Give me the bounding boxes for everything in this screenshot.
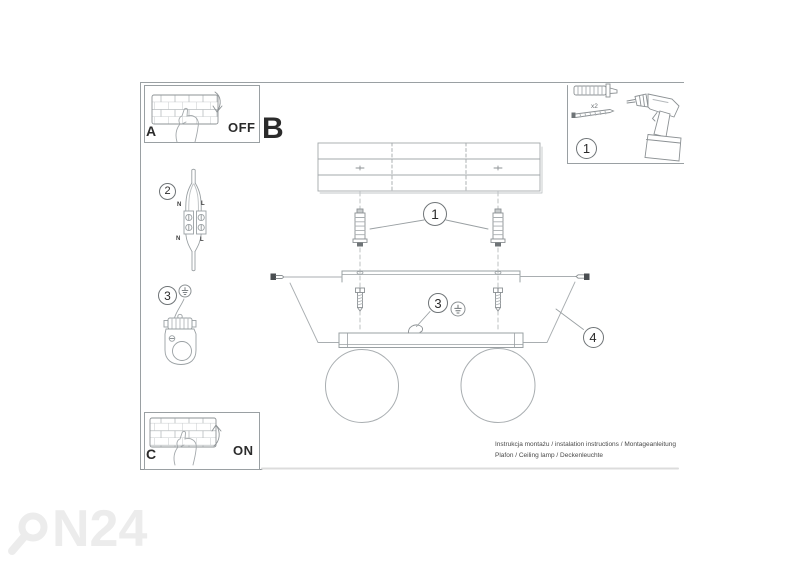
callout-1-badge: 1 [423,202,447,226]
parts-step-1-badge: 1 [576,138,597,159]
bracket-screw-left [356,288,365,311]
section-c-label: C [146,446,157,462]
watermark [2,498,172,566]
wall-plug-left [353,209,367,247]
off-label: OFF [228,120,256,135]
wall-plug-right [491,209,505,247]
wiring-diagram [184,169,206,271]
footer-line-1: Instrukcja montażu / instalation instructions / Montageanleitung [495,441,677,448]
callout-3-leader [417,312,431,327]
screw-icon [572,110,614,119]
sheet-frame [141,83,685,470]
anchor-quantity: x2 [591,103,598,110]
ground-symbol-icon [178,284,192,303]
switch-off-graphic [152,92,222,142]
step-3-badge: 3 [158,286,177,305]
fixing-screw-left [271,274,343,281]
callout-3-badge: 3 [428,293,448,313]
footer-text [495,439,684,461]
glass-globe-right [461,349,535,423]
ground-terminal-graphic [164,299,196,365]
drill-icon [627,94,681,161]
ceiling-panel [318,143,542,193]
ground-wire [408,325,422,333]
wall-plug-icon [574,84,617,97]
terminal-n-top: N [177,202,182,208]
callout-4-badge: 4 [583,327,604,348]
lamp-canopy [339,333,523,348]
terminal-l-bottom: L [200,237,204,243]
footer-line-2: Plafon / Ceiling lamp / Deckenleuchte [495,452,604,459]
switch-on-graphic [150,418,221,465]
watermark-text: N24 [52,500,148,558]
glass-globe-left [326,350,399,423]
terminal-l-top: L [201,201,205,207]
ground-symbol-main-icon [450,301,466,322]
fixing-screw-right [520,274,590,281]
magnifier-icon [12,516,44,551]
step-2-badge: 2 [159,183,176,200]
terminal-block [184,211,206,234]
section-b-label: B [262,112,284,145]
terminal-n-bottom: N [176,236,181,242]
on-label: ON [233,443,254,458]
section-a-label: A [146,123,157,139]
callout-4-leader [556,309,584,330]
mounting-bracket [342,271,520,282]
bracket-screw-right [494,288,503,311]
